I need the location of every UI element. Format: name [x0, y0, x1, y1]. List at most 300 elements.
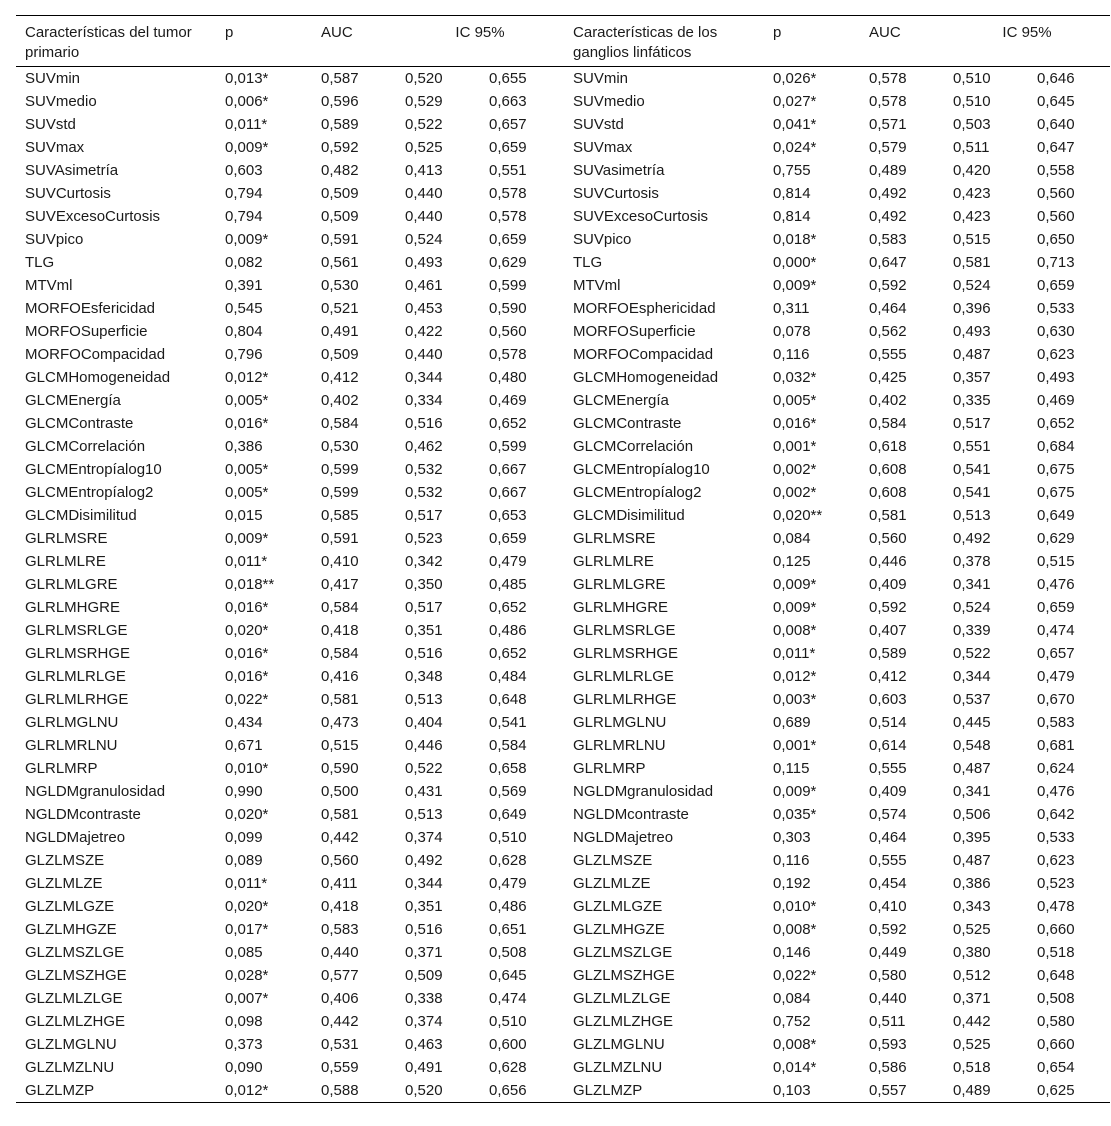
- cell-left-feature: SUVmedio: [25, 93, 97, 110]
- cell-right-feature: NGLDMgranulosidad: [573, 783, 714, 800]
- cell-right-ic-high: 0,515: [1037, 553, 1075, 570]
- table-row: [16, 274, 1110, 297]
- cell-left-ic-high: 0,653: [489, 507, 527, 524]
- table-row: [16, 1079, 1110, 1103]
- cell-left-p: 0,011*: [225, 875, 268, 892]
- cell-right-ic-high: 0,518: [1037, 944, 1075, 961]
- cell-left-auc: 0,417: [321, 576, 359, 593]
- cell-right-feature: NGLDMajetreo: [573, 829, 674, 846]
- cell-left-auc: 0,581: [321, 806, 359, 823]
- cell-left-feature: MORFOEsfericidad: [25, 300, 156, 317]
- cell-right-feature: GLZLMLZE: [573, 875, 651, 892]
- cell-right-p: 0,084: [773, 530, 811, 547]
- cell-right-ic-low: 0,378: [953, 553, 991, 570]
- cell-left-ic-low: 0,523: [405, 530, 443, 547]
- cell-right-feature: GLRLMLGRE: [573, 576, 666, 593]
- cell-right-auc: 0,409: [869, 576, 907, 593]
- cell-right-ic-high: 0,648: [1037, 967, 1075, 984]
- cell-left-ic-low: 0,431: [405, 783, 443, 800]
- cell-left-feature: NGLDMcontraste: [25, 806, 141, 823]
- cell-right-ic-low: 0,343: [953, 898, 991, 915]
- cell-right-p: 0,755: [773, 162, 811, 179]
- cell-right-p: 0,084: [773, 990, 811, 1007]
- cell-left-p: 0,009*: [225, 231, 269, 248]
- cell-right-auc: 0,586: [869, 1059, 907, 1076]
- cell-right-ic-low: 0,541: [953, 484, 991, 501]
- table-row: [16, 113, 1110, 136]
- cell-right-ic-high: 0,629: [1037, 530, 1075, 547]
- table-row: [16, 136, 1110, 159]
- table-row: [16, 1010, 1110, 1033]
- cell-right-auc: 0,489: [869, 162, 907, 179]
- cell-left-auc: 0,509: [321, 346, 359, 363]
- table-row: [16, 481, 1110, 504]
- cell-right-ic-high: 0,657: [1037, 645, 1075, 662]
- cell-left-p: 0,020*: [225, 622, 269, 639]
- cell-left-feature: GLZLMZP: [25, 1082, 95, 1099]
- cell-right-ic-low: 0,487: [953, 852, 991, 869]
- cell-left-ic-high: 0,479: [489, 553, 527, 570]
- cell-right-ic-low: 0,445: [953, 714, 991, 731]
- cell-right-feature: SUVpico: [573, 231, 632, 248]
- cell-left-p: 0,090: [225, 1059, 263, 1076]
- cell-right-auc: 0,589: [869, 645, 907, 662]
- cell-right-ic-low: 0,423: [953, 185, 991, 202]
- cell-right-ic-high: 0,660: [1037, 921, 1075, 938]
- cell-right-ic-low: 0,511: [953, 139, 990, 156]
- cell-right-feature: GLRLMHGRE: [573, 599, 669, 616]
- cell-left-auc: 0,410: [321, 553, 359, 570]
- cell-right-auc: 0,618: [869, 438, 907, 455]
- cell-left-ic-low: 0,404: [405, 714, 443, 731]
- cell-left-ic-low: 0,440: [405, 185, 443, 202]
- cell-right-ic-high: 0,623: [1037, 346, 1075, 363]
- cell-left-feature: GLRLMRP: [25, 760, 98, 777]
- cell-right-p: 0,026*: [773, 70, 817, 87]
- cell-right-auc: 0,511: [869, 1013, 906, 1030]
- cell-right-feature: GLZLMSZHGE: [573, 967, 675, 984]
- cell-left-auc: 0,599: [321, 461, 359, 478]
- cell-right-ic-high: 0,474: [1037, 622, 1075, 639]
- cell-right-feature: GLCMHomogeneidad: [573, 369, 719, 386]
- cell-right-auc: 0,555: [869, 346, 907, 363]
- cell-right-feature: GLZLMLZLGE: [573, 990, 671, 1007]
- cell-right-ic-high: 0,479: [1037, 668, 1075, 685]
- cell-left-p: 0,545: [225, 300, 263, 317]
- cell-right-ic-high: 0,560: [1037, 185, 1075, 202]
- cell-left-p: 0,603: [225, 162, 263, 179]
- cell-left-ic-high: 0,652: [489, 599, 527, 616]
- cell-left-p: 0,099: [225, 829, 263, 846]
- cell-left-ic-low: 0,516: [405, 921, 443, 938]
- cell-left-ic-high: 0,629: [489, 254, 527, 271]
- cell-left-ic-high: 0,510: [489, 1013, 527, 1030]
- cell-left-feature: GLZLMGLNU: [25, 1036, 117, 1053]
- cell-left-p: 0,018**: [225, 576, 275, 593]
- cell-left-feature: GLRLMLRE: [25, 553, 106, 570]
- cell-right-p: 0,001*: [773, 438, 817, 455]
- cell-right-ic-low: 0,442: [953, 1013, 991, 1030]
- cell-right-feature: GLRLMRP: [573, 760, 646, 777]
- cell-right-feature: MTVml: [573, 277, 621, 294]
- cell-left-ic-high: 0,485: [489, 576, 527, 593]
- cell-left-ic-low: 0,492: [405, 852, 443, 869]
- cell-right-feature: GLRLMLRLGE: [573, 668, 674, 685]
- cell-left-auc: 0,584: [321, 415, 359, 432]
- table-row: [16, 803, 1110, 826]
- cell-right-auc: 0,580: [869, 967, 907, 984]
- table-row: [16, 251, 1110, 274]
- cell-right-p: 0,003*: [773, 691, 817, 708]
- cell-left-feature: GLCMDisimilitud: [25, 507, 137, 524]
- cell-left-auc: 0,560: [321, 852, 359, 869]
- cell-right-ic-high: 0,630: [1037, 323, 1075, 340]
- cell-right-auc: 0,592: [869, 599, 907, 616]
- cell-right-auc: 0,555: [869, 760, 907, 777]
- cell-right-p: 0,125: [773, 553, 811, 570]
- table-row: [16, 458, 1110, 481]
- cell-left-p: 0,005*: [225, 392, 269, 409]
- cell-right-ic-high: 0,660: [1037, 1036, 1075, 1053]
- cell-left-feature: GLZLMSZE: [25, 852, 105, 869]
- header-right-feature: Características de los ganglios linfáticos: [573, 24, 718, 61]
- cell-left-feature: NGLDMgranulosidad: [25, 783, 166, 800]
- header-left-auc: AUC: [321, 24, 353, 41]
- cell-right-p: 0,024*: [773, 139, 817, 156]
- cell-right-ic-low: 0,537: [953, 691, 991, 708]
- cell-right-ic-high: 0,476: [1037, 783, 1075, 800]
- cell-right-auc: 0,581: [869, 507, 907, 524]
- table-row: [16, 665, 1110, 688]
- cell-left-p: 0,016*: [225, 599, 269, 616]
- cell-left-p: 0,082: [225, 254, 263, 271]
- table-row: [16, 389, 1110, 412]
- cell-left-feature: GLZLMLZE: [25, 875, 103, 892]
- cell-left-auc: 0,559: [321, 1059, 359, 1076]
- header-right-p: p: [773, 24, 782, 41]
- cell-right-p: 0,116: [773, 346, 810, 363]
- cell-left-p: 0,010*: [225, 760, 269, 777]
- cell-right-p: 0,001*: [773, 737, 817, 754]
- cell-right-auc: 0,407: [869, 622, 907, 639]
- table-row: [16, 504, 1110, 527]
- cell-right-auc: 0,578: [869, 70, 907, 87]
- cell-left-feature: GLRLMHGRE: [25, 599, 121, 616]
- cell-left-ic-low: 0,525: [405, 139, 443, 156]
- cell-left-auc: 0,561: [321, 254, 359, 271]
- cell-right-ic-high: 0,650: [1037, 231, 1075, 248]
- cell-right-ic-high: 0,649: [1037, 507, 1075, 524]
- cell-left-auc: 0,440: [321, 944, 359, 961]
- cell-left-ic-high: 0,663: [489, 93, 527, 110]
- cell-left-auc: 0,515: [321, 737, 359, 754]
- cell-right-ic-high: 0,476: [1037, 576, 1075, 593]
- cell-right-p: 0,035*: [773, 806, 817, 823]
- cell-right-feature: GLRLMGLNU: [573, 714, 667, 731]
- cell-right-auc: 0,412: [869, 668, 907, 685]
- cell-left-p: 0,794: [225, 208, 263, 225]
- cell-right-ic-low: 0,420: [953, 162, 991, 179]
- cell-left-ic-low: 0,516: [405, 415, 443, 432]
- cell-left-ic-high: 0,469: [489, 392, 527, 409]
- cell-right-p: 0,008*: [773, 921, 817, 938]
- cell-right-p: 0,814: [773, 185, 811, 202]
- cell-left-feature: GLCMHomogeneidad: [25, 369, 171, 386]
- table-row: [16, 205, 1110, 228]
- cell-left-feature: SUVpico: [25, 231, 84, 248]
- cell-right-feature: SUVCurtosis: [573, 185, 659, 202]
- cell-left-ic-high: 0,659: [489, 231, 527, 248]
- cell-left-ic-low: 0,338: [405, 990, 443, 1007]
- cell-left-ic-high: 0,569: [489, 783, 527, 800]
- cell-left-feature: GLRLMLGRE: [25, 576, 118, 593]
- cell-right-auc: 0,647: [869, 254, 907, 271]
- cell-right-ic-low: 0,395: [953, 829, 991, 846]
- table-row: [16, 596, 1110, 619]
- cell-right-auc: 0,593: [869, 1036, 907, 1053]
- cell-left-auc: 0,402: [321, 392, 359, 409]
- cell-right-feature: GLCMCorrelación: [573, 438, 694, 455]
- cell-right-auc: 0,560: [869, 530, 907, 547]
- cell-left-feature: SUVmax: [25, 139, 85, 156]
- cell-left-feature: GLZLMSZLGE: [25, 944, 125, 961]
- cell-right-ic-high: 0,659: [1037, 599, 1075, 616]
- cell-right-auc: 0,492: [869, 208, 907, 225]
- cell-left-ic-low: 0,351: [405, 898, 443, 915]
- cell-left-ic-low: 0,348: [405, 668, 443, 685]
- cell-right-ic-high: 0,558: [1037, 162, 1075, 179]
- cell-left-p: 0,028*: [225, 967, 269, 984]
- table-row: [16, 941, 1110, 964]
- cell-left-ic-high: 0,479: [489, 875, 527, 892]
- table-row: [16, 435, 1110, 458]
- cell-right-ic-low: 0,492: [953, 530, 991, 547]
- cell-left-ic-low: 0,513: [405, 806, 443, 823]
- table-row: [16, 1056, 1110, 1079]
- cell-right-auc: 0,440: [869, 990, 907, 1007]
- cell-left-auc: 0,596: [321, 93, 359, 110]
- cell-left-ic-low: 0,517: [405, 507, 443, 524]
- cell-right-ic-low: 0,510: [953, 93, 991, 110]
- cell-left-ic-low: 0,334: [405, 392, 443, 409]
- cell-left-auc: 0,418: [321, 898, 359, 915]
- cell-left-auc: 0,442: [321, 1013, 359, 1030]
- cell-left-feature: GLZLMLZHGE: [25, 1013, 126, 1030]
- cell-left-p: 0,005*: [225, 461, 269, 478]
- table-row: [16, 527, 1110, 550]
- cell-right-ic-low: 0,541: [953, 461, 991, 478]
- cell-right-ic-low: 0,503: [953, 116, 991, 133]
- cell-right-feature: GLCMEnergía: [573, 392, 669, 409]
- table-row: [16, 573, 1110, 596]
- cell-right-auc: 0,449: [869, 944, 907, 961]
- cell-left-ic-high: 0,658: [489, 760, 527, 777]
- cell-right-feature: MORFOSuperficie: [573, 323, 696, 340]
- cell-right-p: 0,016*: [773, 415, 817, 432]
- cell-right-p: 0,002*: [773, 484, 817, 501]
- cell-left-ic-low: 0,520: [405, 70, 443, 87]
- cell-right-ic-low: 0,341: [953, 576, 991, 593]
- cell-right-ic-high: 0,523: [1037, 875, 1075, 892]
- cell-left-auc: 0,599: [321, 484, 359, 501]
- cell-left-ic-high: 0,584: [489, 737, 527, 754]
- cell-right-ic-high: 0,624: [1037, 760, 1075, 777]
- cell-left-feature: SUVCurtosis: [25, 185, 111, 202]
- cell-left-ic-high: 0,651: [489, 921, 527, 938]
- cell-left-ic-low: 0,453: [405, 300, 443, 317]
- cell-left-ic-high: 0,480: [489, 369, 527, 386]
- cell-right-feature: GLCMEntropíalog10: [573, 461, 710, 478]
- cell-right-p: 0,689: [773, 714, 811, 731]
- cell-right-ic-low: 0,487: [953, 346, 991, 363]
- cell-left-p: 0,016*: [225, 645, 269, 662]
- cell-left-feature: GLZLMSZHGE: [25, 967, 127, 984]
- header-right-ic: IC 95%: [1002, 24, 1052, 41]
- cell-left-auc: 0,530: [321, 438, 359, 455]
- cell-left-ic-high: 0,486: [489, 622, 527, 639]
- cell-right-auc: 0,579: [869, 139, 907, 156]
- cell-right-ic-high: 0,654: [1037, 1059, 1075, 1076]
- cell-left-ic-high: 0,560: [489, 323, 527, 340]
- cell-right-ic-high: 0,533: [1037, 829, 1075, 846]
- cell-right-p: 0,192: [773, 875, 811, 892]
- cell-right-feature: SUVasimetría: [573, 162, 665, 179]
- cell-left-p: 0,011*: [225, 116, 268, 133]
- cell-right-ic-high: 0,625: [1037, 1082, 1075, 1099]
- cell-right-ic-low: 0,512: [953, 967, 991, 984]
- cell-left-p: 0,015: [225, 507, 263, 524]
- cell-right-p: 0,032*: [773, 369, 817, 386]
- cell-right-p: 0,005*: [773, 392, 817, 409]
- cell-right-p: 0,115: [773, 760, 810, 777]
- cell-left-auc: 0,412: [321, 369, 359, 386]
- cell-left-ic-high: 0,655: [489, 70, 527, 87]
- cell-right-feature: GLZLMSZLGE: [573, 944, 673, 961]
- cell-left-feature: GLRLMSRE: [25, 530, 108, 547]
- cell-left-auc: 0,577: [321, 967, 359, 984]
- cell-left-feature: GLCMEntropíalog10: [25, 461, 162, 478]
- table-row: [16, 343, 1110, 366]
- cell-left-auc: 0,591: [321, 231, 359, 248]
- cell-left-ic-low: 0,350: [405, 576, 443, 593]
- cell-right-ic-high: 0,645: [1037, 93, 1075, 110]
- cell-left-auc: 0,584: [321, 645, 359, 662]
- cell-left-ic-high: 0,648: [489, 691, 527, 708]
- cell-left-ic-low: 0,344: [405, 875, 443, 892]
- cell-left-p: 0,794: [225, 185, 263, 202]
- cell-right-feature: GLZLMSZE: [573, 852, 653, 869]
- table-row: [16, 964, 1110, 987]
- cell-right-ic-high: 0,684: [1037, 438, 1075, 455]
- cell-right-ic-high: 0,469: [1037, 392, 1075, 409]
- cell-right-feature: GLZLMHGZE: [573, 921, 665, 938]
- table-row: [16, 67, 1110, 91]
- cell-right-feature: GLCMEntropíalog2: [573, 484, 702, 501]
- cell-left-p: 0,386: [225, 438, 263, 455]
- cell-right-ic-high: 0,675: [1037, 484, 1075, 501]
- cell-right-p: 0,116: [773, 852, 810, 869]
- cell-left-ic-high: 0,649: [489, 806, 527, 823]
- cell-right-auc: 0,402: [869, 392, 907, 409]
- cell-right-ic-low: 0,380: [953, 944, 991, 961]
- cell-left-feature: MORFOSuperficie: [25, 323, 148, 340]
- cell-right-auc: 0,446: [869, 553, 907, 570]
- cell-left-auc: 0,591: [321, 530, 359, 547]
- cell-right-p: 0,027*: [773, 93, 817, 110]
- cell-left-p: 0,016*: [225, 668, 269, 685]
- table-header: [16, 16, 1110, 67]
- cell-left-ic-high: 0,667: [489, 461, 527, 478]
- cell-right-ic-high: 0,580: [1037, 1013, 1075, 1030]
- table-row: [16, 688, 1110, 711]
- cell-right-ic-low: 0,344: [953, 668, 991, 685]
- cell-left-auc: 0,442: [321, 829, 359, 846]
- table-row: [16, 550, 1110, 573]
- cell-right-ic-low: 0,357: [953, 369, 991, 386]
- cell-left-ic-high: 0,667: [489, 484, 527, 501]
- cell-left-ic-high: 0,578: [489, 185, 527, 202]
- cell-left-ic-high: 0,659: [489, 530, 527, 547]
- table-row: [16, 619, 1110, 642]
- cell-left-p: 0,006*: [225, 93, 269, 110]
- cell-right-p: 0,009*: [773, 599, 817, 616]
- cell-right-ic-high: 0,533: [1037, 300, 1075, 317]
- cell-left-p: 0,085: [225, 944, 263, 961]
- table-row: [16, 228, 1110, 251]
- cell-left-ic-low: 0,491: [405, 1059, 443, 1076]
- cell-left-auc: 0,482: [321, 162, 359, 179]
- cell-left-feature: SUVAsimetría: [25, 162, 119, 179]
- cell-right-ic-high: 0,659: [1037, 277, 1075, 294]
- cell-left-auc: 0,588: [321, 1082, 359, 1099]
- cell-right-ic-low: 0,335: [953, 392, 991, 409]
- cell-left-ic-low: 0,461: [405, 277, 443, 294]
- cell-left-p: 0,009*: [225, 139, 269, 156]
- cell-left-feature: MTVml: [25, 277, 73, 294]
- cell-left-ic-high: 0,599: [489, 438, 527, 455]
- cell-left-feature: GLZLMLZLGE: [25, 990, 123, 1007]
- cell-right-auc: 0,592: [869, 921, 907, 938]
- cell-left-ic-low: 0,374: [405, 1013, 443, 1030]
- cell-left-p: 0,020*: [225, 806, 269, 823]
- cell-right-auc: 0,464: [869, 829, 907, 846]
- cell-left-p: 0,012*: [225, 1082, 269, 1099]
- table-row: [16, 780, 1110, 803]
- table-row: [16, 895, 1110, 918]
- cell-right-auc: 0,614: [869, 737, 907, 754]
- cell-right-ic-high: 0,508: [1037, 990, 1075, 1007]
- table-row: [16, 1033, 1110, 1056]
- cell-left-feature: SUVstd: [25, 116, 76, 133]
- cell-left-ic-high: 0,656: [489, 1082, 527, 1099]
- cell-right-feature: NGLDMcontraste: [573, 806, 689, 823]
- cell-right-p: 0,814: [773, 208, 811, 225]
- cell-right-ic-low: 0,551: [953, 438, 991, 455]
- cell-left-ic-low: 0,520: [405, 1082, 443, 1099]
- cell-right-p: 0,103: [773, 1082, 811, 1099]
- cell-left-ic-low: 0,440: [405, 208, 443, 225]
- cell-right-p: 0,012*: [773, 668, 817, 685]
- cell-left-auc: 0,500: [321, 783, 359, 800]
- cell-left-p: 0,373: [225, 1036, 263, 1053]
- cell-left-auc: 0,509: [321, 208, 359, 225]
- cell-left-auc: 0,587: [321, 70, 359, 87]
- cell-right-ic-high: 0,681: [1037, 737, 1075, 754]
- cell-left-auc: 0,581: [321, 691, 359, 708]
- table-row: [16, 734, 1110, 757]
- cell-left-ic-high: 0,541: [489, 714, 527, 731]
- cell-right-ic-low: 0,515: [953, 231, 991, 248]
